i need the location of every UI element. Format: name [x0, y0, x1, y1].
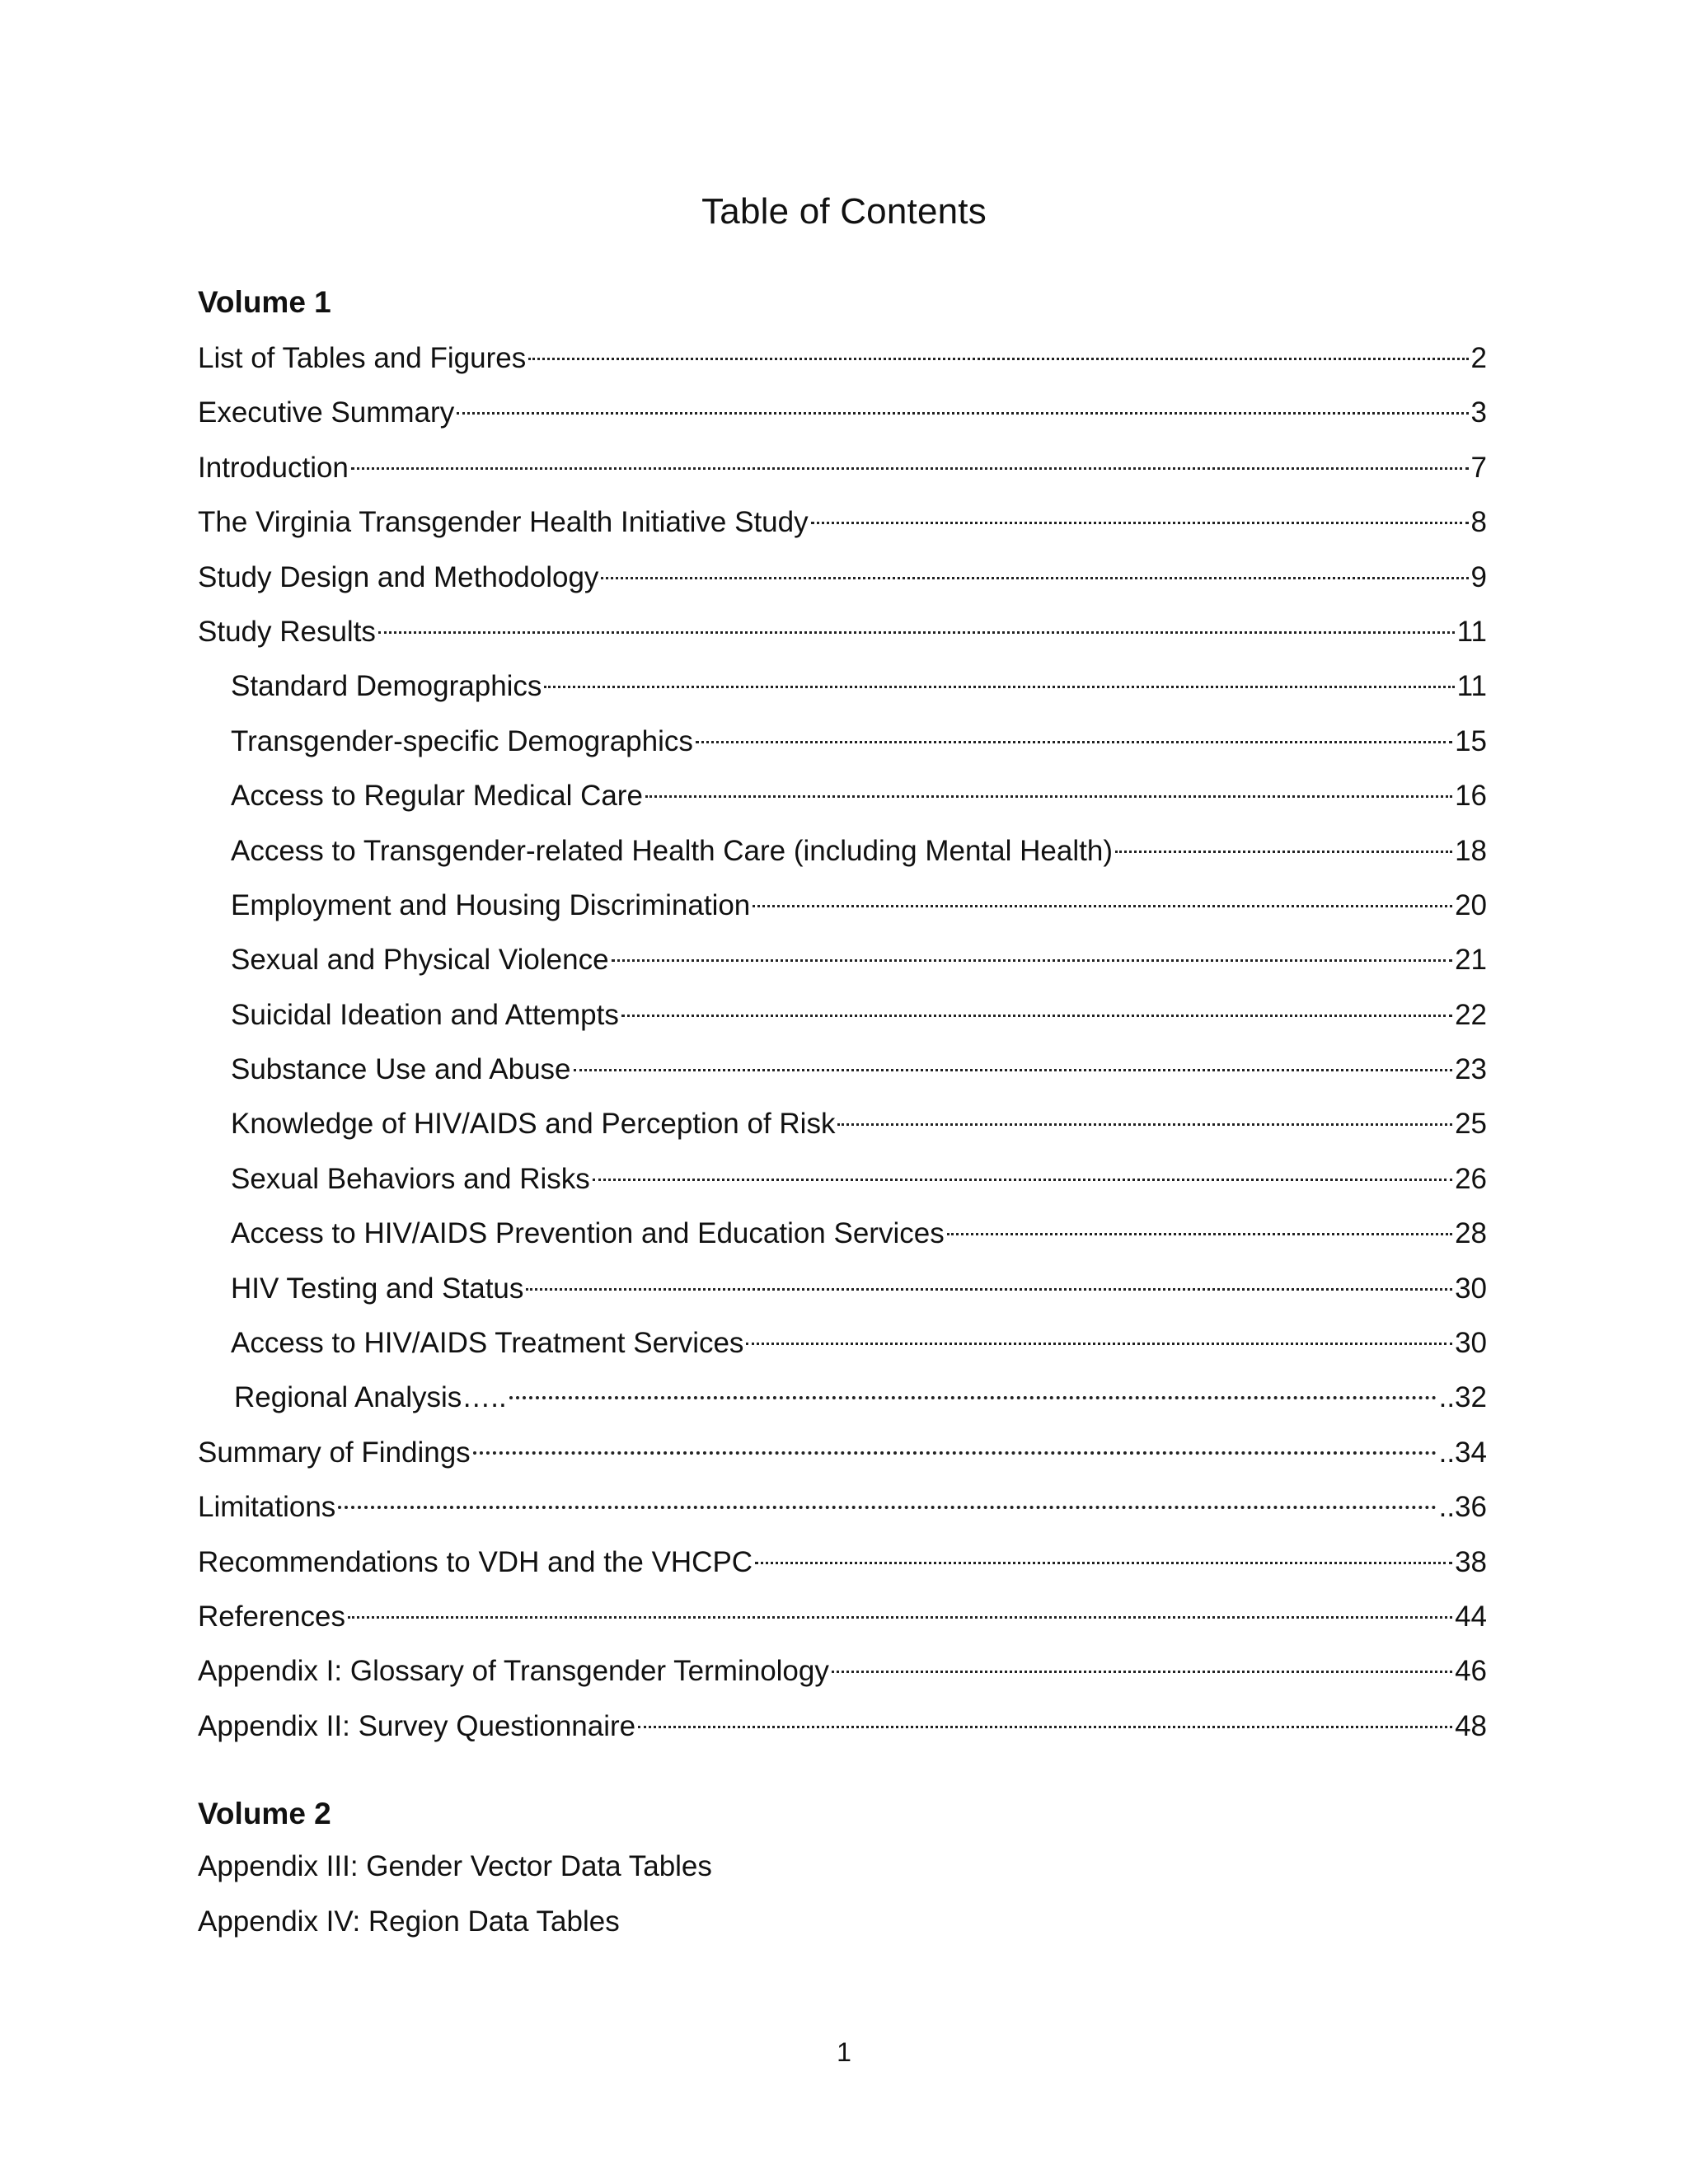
toc-entry-label: Employment and Housing Discrimination [231, 888, 751, 921]
toc-entry[interactable] [198, 831, 1487, 885]
dot-leader [457, 412, 1468, 415]
toc-entry[interactable] [198, 557, 1487, 612]
dot-leader [338, 1506, 1436, 1509]
dot-leader [378, 631, 1455, 634]
toc-entry[interactable] [198, 940, 1487, 994]
toc-entry[interactable] [198, 1542, 1487, 1596]
toc-entry-label: Executive Summary [198, 396, 455, 429]
toc-entry-label: Appendix I: Glossary of Transgender Terminology [198, 1655, 829, 1688]
toc-entry-label: Sexual Behaviors and Risks [231, 1162, 590, 1195]
toc-entry-page-number: 44 [1455, 1600, 1487, 1633]
dot-leader [947, 1233, 1452, 1235]
toc-entry[interactable] [198, 1651, 1487, 1705]
toc-entry-page-number: 30 [1455, 1327, 1487, 1360]
dot-leader [837, 1123, 1452, 1126]
dot-leader [544, 686, 1454, 688]
toc-volume-1-list [198, 338, 1487, 1760]
toc-entry-page-number: 15 [1455, 724, 1487, 757]
toc-entry-label: Study Design and Methodology [198, 560, 599, 593]
toc-entry-page-number: 9 [1470, 560, 1487, 593]
toc-entry-page-number: ..32 [1438, 1381, 1487, 1414]
toc-entry-label: Limitations [198, 1491, 336, 1524]
dot-leader [638, 1726, 1452, 1728]
toc-entry[interactable] [198, 666, 1487, 720]
toc-entry-label: References [198, 1600, 345, 1633]
toc-entry[interactable] [198, 1596, 1487, 1651]
toc-entry-label: Sexual and Physical Violence [231, 944, 609, 977]
toc-entry-page-number: 16 [1455, 780, 1487, 813]
toc-entry-page-number: 22 [1455, 998, 1487, 1031]
toc-entry-page-number: ..34 [1438, 1436, 1487, 1469]
dot-leader [528, 358, 1468, 360]
toc-entry-label: List of Tables and Figures [198, 342, 527, 374]
toc-entry[interactable] [198, 1159, 1487, 1213]
page-title: Table of Contents [701, 191, 987, 232]
toc-entry-page-number: 18 [1455, 834, 1487, 867]
toc-entry-page-number: 7 [1470, 451, 1487, 484]
toc-entry[interactable] [198, 612, 1487, 666]
toc-entry[interactable] [198, 338, 1487, 392]
dot-leader [601, 577, 1468, 579]
toc-entry-appendix-iii[interactable]: Appendix III: Gender Vector Data Tables [198, 1850, 712, 1882]
toc-entry[interactable] [198, 776, 1487, 830]
toc-entry[interactable] [198, 1049, 1487, 1104]
dot-leader [621, 1015, 1452, 1017]
dot-leader [473, 1451, 1437, 1455]
toc-volume-2-list [198, 1846, 712, 1957]
toc-entry-page-number: 2 [1470, 342, 1487, 374]
volume-1-heading: Volume 1 [198, 285, 331, 319]
toc-entry-page-number: 23 [1455, 1053, 1487, 1086]
toc-entry-label: Recommendations to VDH and the VHCPC [198, 1545, 753, 1578]
toc-entry-page-number: 30 [1455, 1272, 1487, 1305]
toc-entry-label: Summary of Findings [198, 1436, 471, 1469]
toc-entry-appendix-iv[interactable]: Appendix IV: Region Data Tables [198, 1905, 620, 1938]
toc-entry-label: Transgender-specific Demographics [231, 724, 693, 757]
toc-entry-label: Introduction [198, 451, 349, 484]
dot-leader [526, 1288, 1452, 1291]
dot-leader [593, 1179, 1452, 1181]
toc-entry[interactable] [198, 995, 1487, 1049]
toc-entry[interactable] [198, 502, 1487, 556]
toc-entry-page-number: 11 [1456, 615, 1487, 648]
toc-entry-page-number: 48 [1455, 1709, 1487, 1742]
toc-entry-page-number: 3 [1470, 396, 1487, 429]
toc-entry-label: Substance Use and Abuse [231, 1053, 571, 1086]
toc-entry[interactable] [198, 1104, 1487, 1158]
toc-entry-label: Access to Regular Medical Care [231, 780, 643, 813]
dot-leader [811, 522, 1469, 524]
dot-leader [696, 741, 1452, 743]
toc-entry-label: Access to HIV/AIDS Treatment Services [231, 1327, 744, 1360]
toc-entry-page-number: 20 [1455, 888, 1487, 921]
toc-entry[interactable] [198, 1487, 1487, 1541]
toc-entry[interactable] [198, 1377, 1487, 1432]
dot-leader [509, 1396, 1437, 1399]
volume-2-heading: Volume 2 [198, 1797, 331, 1830]
toc-entry-label: Knowledge of HIV/AIDS and Perception of Risk [231, 1108, 836, 1141]
toc-entry-label: HIV Testing and Status [231, 1272, 524, 1305]
toc-entry-label: Standard Demographics [231, 670, 542, 703]
dot-leader [612, 959, 1453, 962]
toc-entry[interactable] [198, 1706, 1487, 1760]
toc-entry[interactable] [198, 448, 1487, 502]
toc-entry-page-number: 26 [1455, 1162, 1487, 1195]
toc-entry-page-number: ..36 [1438, 1491, 1487, 1524]
toc-entry[interactable] [198, 1323, 1487, 1377]
toc-entry-label: Regional Analysis….. [234, 1381, 507, 1414]
dot-leader [755, 1562, 1452, 1564]
dot-leader [351, 467, 1469, 470]
toc-entry-page-number: 46 [1455, 1655, 1487, 1688]
toc-entry-page-number: 38 [1455, 1545, 1487, 1578]
toc-entry[interactable] [198, 1432, 1487, 1487]
toc-entry-page-number: 8 [1470, 506, 1487, 539]
toc-entry-page-number: 28 [1455, 1217, 1487, 1250]
dot-leader [753, 905, 1452, 907]
toc-entry-label: Access to HIV/AIDS Prevention and Education Services [231, 1217, 945, 1250]
toc-entry[interactable] [198, 885, 1487, 940]
toc-entry-page-number: 11 [1456, 670, 1487, 703]
toc-entry[interactable] [198, 1268, 1487, 1323]
dot-leader [574, 1069, 1453, 1071]
page-number: 1 [837, 2037, 851, 2067]
toc-entry-page-number: 21 [1455, 944, 1487, 977]
toc-entry[interactable] [198, 1213, 1487, 1268]
toc-entry-label: The Virginia Transgender Health Initiative Study [198, 506, 809, 539]
dot-leader [1115, 851, 1452, 853]
toc-entry-label: Suicidal Ideation and Attempts [231, 998, 619, 1031]
dot-leader [645, 795, 1452, 798]
toc-entry[interactable] [198, 721, 1487, 776]
dot-leader [348, 1616, 1452, 1619]
dot-leader [832, 1671, 1452, 1673]
dot-leader [746, 1343, 1452, 1345]
toc-entry-label: Study Results [198, 615, 376, 648]
toc-entry-label: Appendix II: Survey Questionnaire [198, 1709, 636, 1742]
toc-entry[interactable] [198, 392, 1487, 447]
toc-entry-page-number: 25 [1455, 1108, 1487, 1141]
toc-entry-label: Access to Transgender-related Health Care (including Mental Health) [231, 834, 1113, 867]
